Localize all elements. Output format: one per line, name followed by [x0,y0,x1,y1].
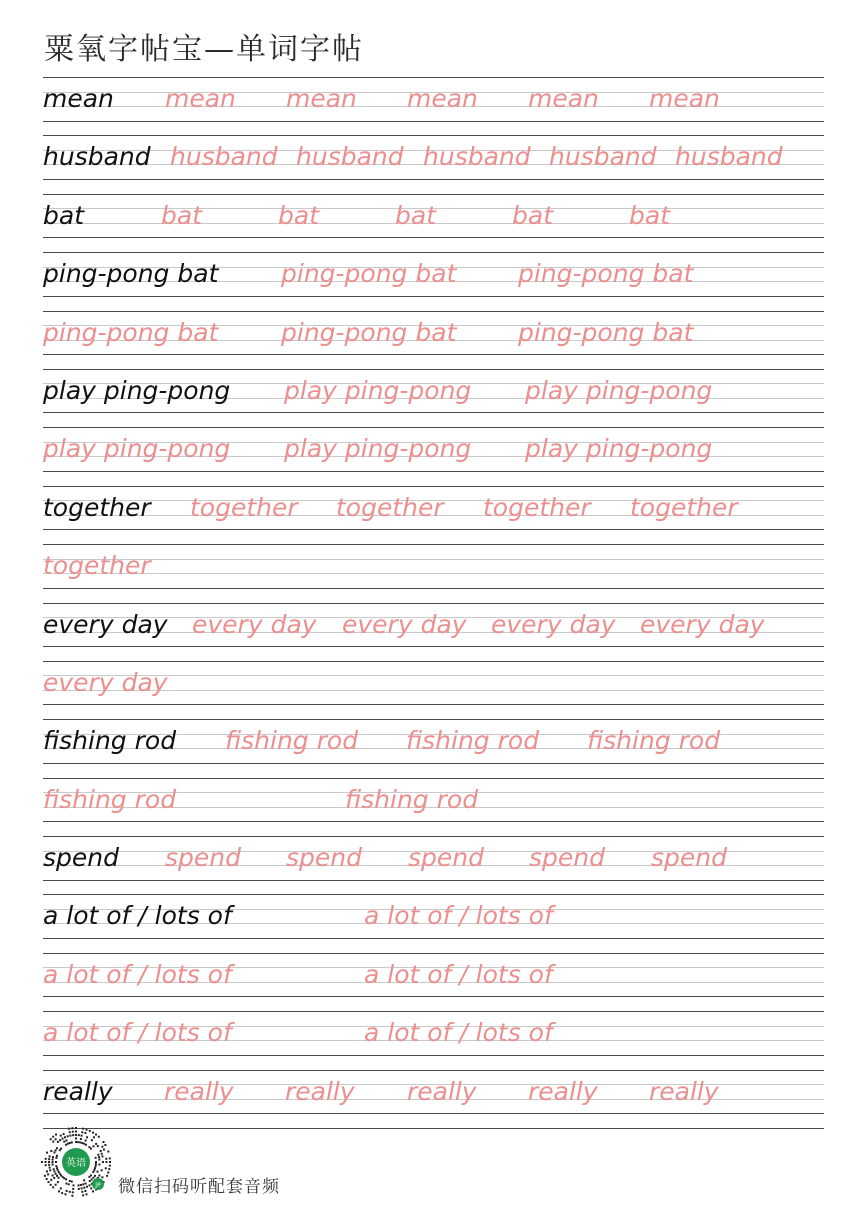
qr-dot [71,1141,73,1143]
qr-dot [71,1127,73,1129]
qr-dot [81,1191,83,1193]
qr-dot [73,1184,75,1186]
model-word: mean [43,84,114,113]
qr-dot [60,1148,62,1150]
practice-row [43,953,824,1011]
qr-dot [86,1136,88,1138]
qr-dot [95,1134,97,1136]
guide-line [43,179,824,180]
guide-line [43,252,824,253]
qr-dot [62,1138,64,1140]
qr-dot [56,1167,58,1169]
guide-line [43,529,824,530]
model-word: a lot of / lots of [43,901,232,931]
qr-dot [61,1192,63,1194]
qr-dot [83,1187,85,1189]
qr-dot [85,1140,87,1142]
trace-word: husband [675,142,783,172]
trace-word: ping-pong bat [43,317,219,347]
qr-dot [93,1145,95,1147]
qr-dot [63,1133,65,1135]
trace-word: play ping-pong [43,434,231,464]
trace-word: fishing rod [406,726,540,756]
qr-dot [58,1190,60,1192]
qr-dot [109,1157,111,1159]
qr-dot [101,1169,103,1171]
guide-line [43,719,824,720]
qr-dot [52,1136,54,1138]
model-word: every day [43,609,168,639]
qr-dot [65,1144,67,1146]
guide-line [43,471,824,472]
qr-dot [93,1177,95,1179]
qr-dot [65,1140,67,1142]
qr-dot [48,1164,50,1166]
qr-dot [52,1161,54,1163]
guide-line [43,894,824,895]
guide-line [43,311,824,312]
trace-word: mean [528,84,599,113]
qr-dot [106,1161,108,1163]
trace-word: together [483,492,591,522]
guide-line [43,237,824,238]
qr-dot [54,1171,56,1173]
qr-dot [80,1184,82,1186]
qr-dot [101,1155,103,1157]
trace-word: a lot of / lots of [364,959,553,989]
qr-dot [80,1138,82,1140]
trace-word: spend [408,843,484,873]
qr-dot [57,1141,59,1143]
qr-dot [68,1128,70,1130]
qr-dot [98,1175,100,1177]
qr-dot [71,1195,73,1197]
practice-row [43,77,824,135]
guide-line [43,544,824,545]
qr-dot [65,1183,67,1185]
qr-dot [52,1156,54,1158]
qr-dot [55,1149,57,1151]
guide-line [43,661,824,662]
practice-row [43,311,824,369]
qr-dot [109,1165,111,1167]
qr-dot [93,1169,95,1171]
trace-word: bat [395,200,436,230]
qr-dot [107,1151,109,1153]
trace-word: spend [165,843,241,873]
qr-dot [84,1132,86,1134]
qr-dot [77,1141,79,1143]
qr-dot [85,1144,87,1146]
qr-dot [46,1178,48,1180]
qr-dot [108,1168,110,1170]
qr-dot [104,1144,106,1146]
trace-word: really [528,1076,598,1106]
qr-dot [78,1184,80,1186]
qr-dot [106,1175,108,1177]
qr-dot [58,1177,60,1179]
qr-dot [92,1132,94,1134]
trace-word: together [190,492,298,522]
qr-dot [72,1188,74,1190]
practice-row [43,661,824,719]
model-word: ping-pong bat [43,259,219,289]
qr-dot [81,1131,83,1133]
qr-dot [98,1164,100,1166]
qr-dot [55,1173,57,1175]
qr-dot [98,1156,100,1158]
qr-dot [95,1143,97,1145]
guide-line [43,763,824,764]
qr-dot [95,1161,97,1163]
practice-row [43,836,824,894]
trace-word: really [407,1076,477,1106]
qr-dot [57,1181,59,1183]
qr-dot [45,1164,47,1166]
qr-dot [90,1187,92,1189]
trace-word: mean [649,84,720,113]
qr-dot [59,1173,61,1175]
trace-word: fishing rod [587,726,721,756]
practice-rows [43,77,824,1129]
qr-dot [92,1171,94,1173]
guide-line [43,121,824,122]
qr-dot [60,1135,62,1137]
trace-word: bat [161,200,202,230]
trace-word: ping-pong bat [518,259,694,289]
trace-word: together [336,492,444,522]
qr-dot [69,1142,71,1144]
qr-dot [86,1129,88,1131]
guide-line [43,1070,824,1071]
trace-word: spend [651,843,727,873]
qr-dot [98,1136,100,1138]
qr-dot [84,1190,86,1192]
qr-dot [55,1157,57,1159]
trace-word: mean [407,84,478,113]
qr-dot [68,1183,70,1185]
guide-line [43,573,824,574]
qr-dot [72,1131,74,1133]
trace-word: every day [491,609,616,639]
qr-dot [86,1193,88,1195]
trace-word: spend [286,843,362,873]
qr-dot [71,1181,73,1183]
guide-line [43,369,824,370]
qr-dot [81,1142,83,1144]
trace-word: together [43,551,151,581]
guide-line [43,412,824,413]
model-word: really [43,1076,113,1106]
practice-row [43,603,824,661]
qr-dot [78,1188,80,1190]
practice-row [43,544,824,602]
qr-dot [66,1190,68,1192]
trace-word: fishing rod [43,784,177,814]
practice-row [43,894,824,952]
trace-word: husband [423,142,531,172]
practice-row [43,486,824,544]
guide-line [43,588,824,589]
footer-caption: 微信扫码听配套音频 [118,1177,280,1197]
guide-line [43,646,824,647]
guide-line [43,953,824,954]
qr-dot [57,1169,59,1171]
guide-line [43,938,824,939]
qr-dot [89,1130,91,1132]
qr-dot [47,1173,49,1175]
guide-line [43,1113,824,1114]
qr-code-icon[interactable] [40,1126,112,1198]
qr-dot [58,1171,60,1173]
trace-word: together [630,492,738,522]
qr-dot [52,1159,54,1161]
guide-line [43,1011,824,1012]
qr-dot [86,1186,88,1188]
model-word: bat [43,200,84,230]
trace-word: a lot of / lots of [364,1018,553,1048]
qr-dot [53,1168,55,1170]
practice-row [43,369,824,427]
qr-dot [78,1134,80,1136]
qr-dot [67,1135,69,1137]
qr-dot [107,1172,109,1174]
qr-dot [81,1187,83,1189]
qr-dot [75,1131,77,1133]
qr-dot [101,1176,103,1178]
guide-line [43,77,824,78]
qr-dot [95,1157,97,1159]
qr-dot [52,1175,54,1177]
qr-dot [64,1136,66,1138]
qr-dot [94,1167,96,1169]
qr-dot [69,1180,71,1182]
qr-dot [93,1136,95,1138]
qr-dot [50,1138,52,1140]
qr-dot [49,1169,51,1171]
qr-dot [103,1149,105,1151]
qr-dot [55,1184,57,1186]
practice-row [43,194,824,252]
trace-word: play ping-pong [525,434,713,464]
trace-word: really [649,1076,719,1106]
qr-dot [82,1183,84,1185]
trace-word: husband [549,142,657,172]
qr-dot [98,1159,100,1161]
guide-line [43,135,824,136]
trace-word: bat [629,200,670,230]
trace-word: every day [342,609,467,639]
qr-dot [75,1134,77,1136]
qr-dot [105,1158,107,1160]
qr-dot [75,1127,77,1129]
guide-line [43,354,824,355]
qr-dot [85,1183,87,1185]
qr-dot [53,1177,55,1179]
qr-dot [49,1167,51,1169]
qr-dot [97,1154,99,1156]
trace-word: a lot of / lots of [43,1018,232,1048]
qr-dot [63,1141,65,1143]
qr-dot [103,1141,105,1143]
guide-line [43,194,824,195]
qr-dot [48,1158,50,1160]
trace-word: bat [512,200,553,230]
qr-dot [82,1128,84,1130]
trace-word: husband [296,142,404,172]
qr-dot [75,1141,77,1143]
trace-word: ping-pong bat [281,317,457,347]
trace-word: really [164,1076,234,1106]
qr-dot [101,1153,103,1155]
guide-line [43,427,824,428]
qr-dot [81,1135,83,1137]
qr-dot [72,1134,74,1136]
model-word: fishing rod [43,726,177,756]
guide-line [43,603,824,604]
model-word: husband [43,142,151,172]
qr-corner-label: JP [95,1182,101,1189]
trace-word: play ping-pong [284,375,472,405]
qr-dot [45,1161,47,1163]
practice-row [43,778,824,836]
qr-dot [52,1141,54,1143]
trace-word: fishing rod [225,726,359,756]
qr-dot [60,1187,62,1189]
qr-dot [69,1131,71,1133]
guide-line [43,996,824,997]
qr-dot [69,1135,71,1137]
qr-dot [46,1152,48,1154]
qr-dot [55,1161,57,1163]
guide-line [43,559,824,560]
guide-line [43,704,824,705]
qr-dot [102,1161,104,1163]
qr-dot [49,1155,51,1157]
qr-dot [46,1170,48,1172]
practice-row [43,719,824,777]
qr-dot [94,1175,96,1177]
trace-word: spend [529,843,605,873]
qr-dot [90,1148,92,1150]
qr-dot [79,1141,81,1143]
trace-word: play ping-pong [284,434,472,464]
qr-dot [56,1175,58,1177]
trace-word: fishing rod [345,784,479,814]
qr-dot [48,1181,50,1183]
qr-dot [97,1145,99,1147]
qr-dot [89,1184,91,1186]
trace-word: play ping-pong [525,375,713,405]
model-word: play ping-pong [43,375,231,405]
qr-dot [69,1191,71,1193]
trace-word: ping-pong bat [518,317,694,347]
qr-dot [52,1164,54,1166]
practice-row [43,1070,824,1128]
trace-word: husband [170,142,278,172]
qr-dot [91,1139,93,1141]
trace-word: every day [43,667,168,697]
trace-word: a lot of / lots of [43,959,232,989]
trace-word: a lot of / lots of [364,901,553,931]
qr-dot [65,1193,67,1195]
qr-dot [72,1191,74,1193]
guide-line [43,821,824,822]
guide-line [43,880,824,881]
trace-word: mean [286,84,357,113]
guide-line [43,1055,824,1056]
qr-dot [92,1190,94,1192]
qr-dot [95,1163,97,1165]
qr-dot [109,1161,111,1163]
qr-dot [89,1180,91,1182]
qr-dot [59,1139,61,1141]
qr-dot [50,1179,52,1181]
qr-dot [55,1134,57,1136]
page-title: 粟氧字帖宝—单词字帖 [44,32,364,67]
model-word: spend [43,843,119,873]
trace-word: every day [640,609,765,639]
guide-line [43,486,824,487]
qr-dot [67,1143,69,1145]
qr-dot [52,1186,54,1188]
trace-word: really [285,1076,355,1106]
trace-word: mean [165,84,236,113]
qr-dot [54,1151,56,1153]
model-word: together [43,492,151,522]
qr-dot [48,1161,50,1163]
practice-row [43,427,824,485]
qr-dot [88,1176,90,1178]
footer [40,1126,360,1201]
qr-dot [82,1194,84,1196]
practice-row [43,135,824,193]
qr-dot [50,1150,52,1152]
qr-dot [97,1171,99,1173]
guide-line [43,296,824,297]
qr-dot [95,1165,97,1167]
guide-line [43,836,824,837]
trace-word: every day [192,609,317,639]
qr-badge-label: 英语 [66,1158,86,1169]
qr-dot [56,1155,58,1157]
qr-dot [91,1179,93,1181]
qr-dot [105,1167,107,1169]
qr-dot [65,1178,67,1180]
qr-dot [75,1138,77,1140]
qr-dot [100,1150,102,1152]
qr-dot [83,1179,85,1181]
qr-dot [55,1165,57,1167]
guide-line [43,778,824,779]
qr-dot [83,1143,85,1145]
qr-dot [45,1158,47,1160]
qr-dot [55,1138,57,1140]
qr-dot [101,1146,103,1148]
practice-row [43,1011,824,1069]
qr-dot [56,1147,58,1149]
qr-dot [44,1175,46,1177]
practice-row [43,252,824,310]
trace-word: ping-pong bat [281,259,457,289]
trace-word: bat [278,200,319,230]
qr-dot [50,1184,52,1186]
qr-dot [41,1161,43,1163]
